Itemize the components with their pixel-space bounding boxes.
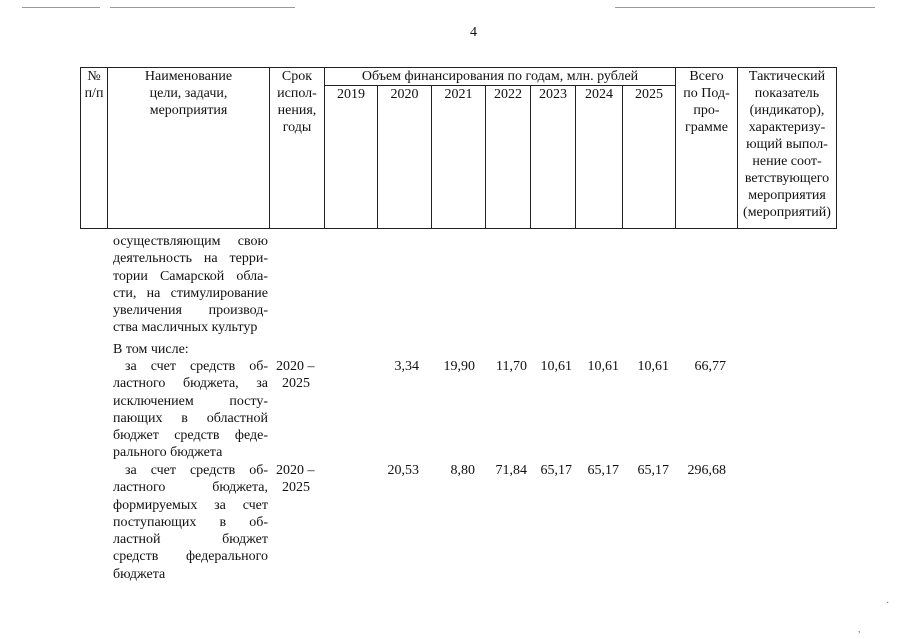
row-2-description: за счет средств об- ластного бюджета, формируемых за счет поступающих в об- ластной бюджет средств федерального бюджета: [113, 463, 268, 582]
col-number-header: № п/п: [81, 68, 108, 229]
row-1-value-2022: 11,70: [496, 359, 527, 374]
col-total-header: Всего по Под- про- грамме: [676, 68, 738, 229]
year-header-2025: 2025: [623, 86, 676, 229]
row-1-description: за счет средств об- ластного бюджета, за исключением посту- пающих в областной бюджет средств феде- рального бюджета: [113, 359, 268, 461]
row-1-value-2024: 10,61: [587, 359, 619, 374]
col-term-header: Срок испол- нения, годы: [270, 68, 325, 229]
col-indicator-header: Тактический показатель (индикатор), характеризу- ющий выпол- нение соот- ветствующего мероприятия (мероприятий): [738, 68, 837, 229]
row-1-total: 66,77: [694, 359, 726, 374]
row-2-term: 2020 – 2025: [276, 463, 315, 496]
page-number: 4: [470, 25, 477, 40]
year-header-2024: 2024: [576, 86, 623, 229]
continuation-text: осуществляющим свою деятельность на терри- тории Самарской обла- сти, на стимулирование увеличения производ- ства масличных культур: [113, 234, 268, 336]
row-1-value-2021: 19,90: [443, 359, 475, 374]
year-header-2019: 2019: [325, 86, 378, 229]
scan-speck: ·: [886, 598, 890, 609]
subheading: В том числе:: [113, 342, 189, 357]
row-2-value-2021: 8,80: [450, 463, 475, 478]
year-header-2021: 2021: [432, 86, 486, 229]
row-2-value-2022: 71,84: [495, 463, 527, 478]
top-rule-left: [22, 7, 100, 8]
scan-speck: ,: [858, 624, 861, 635]
year-header-2023: 2023: [531, 86, 576, 229]
top-rule-mid: [110, 7, 295, 8]
top-rule-right: [615, 7, 875, 8]
year-header-2022: 2022: [486, 86, 531, 229]
row-2-value-2025: 65,17: [637, 463, 669, 478]
col-name-header: Наименование цели, задачи, мероприятия: [108, 68, 270, 229]
year-header-2020: 2020: [378, 86, 432, 229]
row-1-value-2025: 10,61: [637, 359, 669, 374]
row-1-value-2020: 3,34: [394, 359, 419, 374]
row-2-total: 296,68: [687, 463, 726, 478]
row-2-value-2024: 65,17: [587, 463, 619, 478]
header-table: [80, 67, 837, 229]
col-funding-header: Объем финансирования по годам, млн. рублей: [325, 68, 676, 86]
row-2-value-2020: 20,53: [387, 463, 419, 478]
row-1-term: 2020 – 2025: [276, 359, 315, 392]
row-2-value-2023: 65,17: [540, 463, 572, 478]
row-1-value-2023: 10,61: [540, 359, 572, 374]
